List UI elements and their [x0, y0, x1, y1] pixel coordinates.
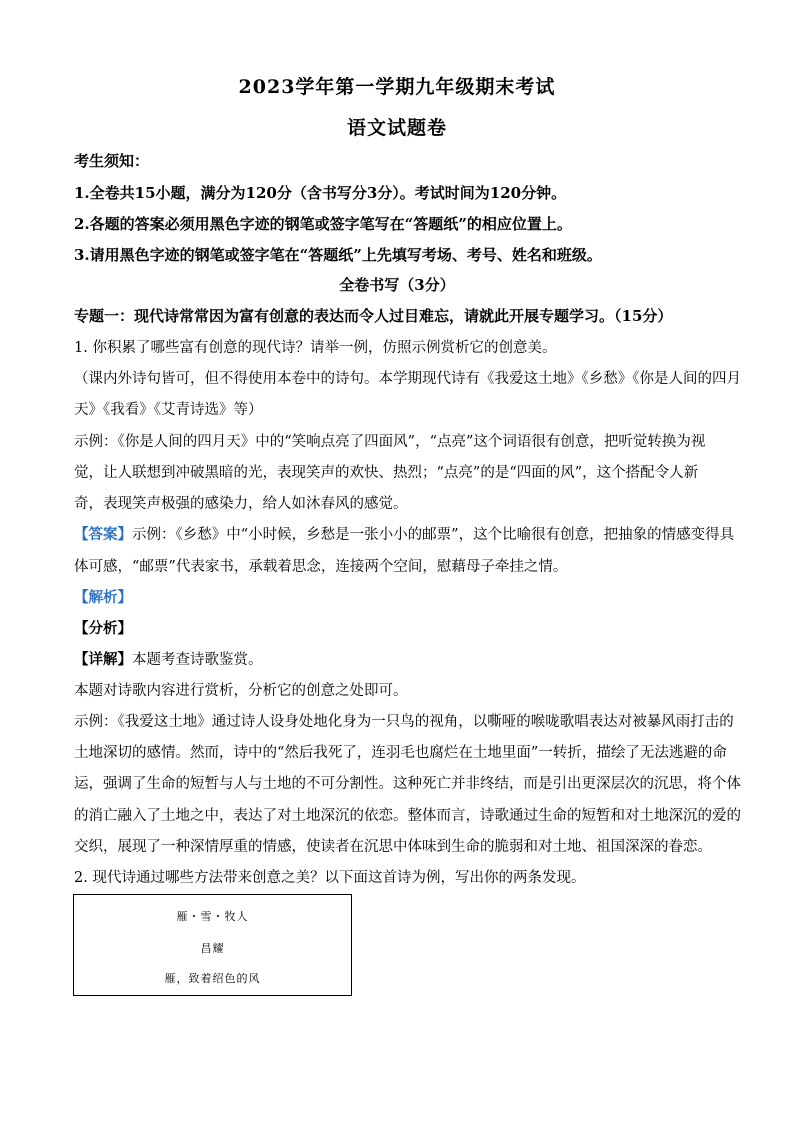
- analysis-line: [74, 588, 724, 608]
- detail-line-4: 土地深切的感情。然而，诗中的“然后我死了，连羽毛也腐烂在土地里面”一转折，描绘了无法逃避的命: [74, 745, 727, 761]
- exam-title: 2023学年第一学期九年级期末考试: [238, 76, 556, 98]
- writing-score: 全卷书写（3分）: [339, 276, 455, 294]
- detail-line-7: 交织，展现了一种深情厚重的情感，使读者在沉思中体味到生命的脆弱和对土地、祖国深深的眷恋。: [74, 839, 712, 855]
- detail-line-5: 运，强调了生命的短暂与人与土地的不可分割性。这种死亡并非终结，而是引出更深层次的沉思，将个体: [74, 776, 741, 792]
- question-1-example-line-2: 觉，让人联想到冲破黑暗的光，表现笑声的欢快、热烈；“点亮”的是“四面的风”，这个搭配令人新: [74, 465, 699, 481]
- analysis-tag: 【解析】: [74, 589, 132, 606]
- poem-title: 雁・雪・牧人: [176, 910, 249, 923]
- fenxi-line: [74, 619, 724, 639]
- question-1-stem: 1. 你积累了哪些富有创意的现代诗？请举一例，仿照示例赏析它的创意美。: [74, 340, 557, 356]
- question-1-note-line-2: 天》《我看》《艾青诗选》等）: [74, 402, 263, 418]
- poem-box: [73, 894, 352, 996]
- poem-author: 昌耀: [200, 942, 225, 955]
- detail-line-1: [74, 650, 724, 670]
- notice-heading: 考生须知：: [74, 152, 150, 170]
- answer-line-2: 体可感，“邮票”代表家书，承载着思念，连接两个空间，慰藉母子牵挂之情。: [74, 559, 568, 575]
- question-1-example-line-3: 奇，表现笑声极强的感染力，给人如沐春风的感觉。: [74, 496, 408, 512]
- notice-item-2: 2.各题的答案必须用黑色字迹的钢笔或签字笔写在“答题纸”的相应位置上。: [74, 215, 572, 233]
- question-2-stem: 2. 现代诗通过哪些方法带来创意之美？以下面这首诗为例，写出你的两条发现。: [74, 870, 586, 886]
- question-1-example-line-1: 示例：《你是人间的四月天》中的“笑响点亮了四面风”，“点亮”这个词语很有创意，把听觉转换为视: [74, 434, 706, 450]
- detail-tag: 【详解】: [74, 651, 132, 668]
- detail-line-3: 示例：《我爱这土地》通过诗人设身处地化身为一只鸟的视角，以嘶哑的喉咙歌唱表达对被暴风雨打击的: [74, 714, 734, 730]
- question-1-note-line-1: （课内外诗句皆可，但不得使用本卷中的诗句。本学期现代诗有《我爱这土地》《乡愁》《你是人间的四月: [74, 371, 741, 387]
- poem-line-1: 雁，致着绍色的风: [164, 972, 261, 985]
- notice-item-1: 1.全卷共15小题，满分为120分（含书写分3分）。考试时间为120分钟。: [74, 184, 567, 202]
- notice-item-3: 3.请用黑色字迹的钢笔或签字笔在“答题纸”上先填写考场、考号、姓名和班级。: [74, 246, 602, 264]
- answer-tag: 【答案】: [74, 526, 132, 543]
- topic-1-heading: 专题一：现代诗常常因为富有创意的表达而令人过目难忘，请就此开展专题学习。（15分）: [74, 307, 673, 325]
- answer-text-1: 示例：《乡愁》中“小时候，乡愁是一张小小的邮票”，这个比喻很有创意，把抽象的情感变得具: [132, 527, 735, 543]
- detail-line-6: 的消亡融入了土地之中，表达了对土地深沉的依恋。整体而言，诗歌通过生命的短暂和对土地深沉的爱的: [74, 808, 741, 824]
- answer-line-1: [74, 525, 735, 545]
- detail-line-2: 本题对诗歌内容进行赏析，分析它的创意之处即可。: [74, 683, 408, 699]
- fenxi-tag: 【分析】: [74, 620, 132, 637]
- exam-subtitle: 语文试题卷: [346, 117, 447, 139]
- detail-text-1: 本题考查诗歌鉴赏。: [132, 652, 263, 668]
